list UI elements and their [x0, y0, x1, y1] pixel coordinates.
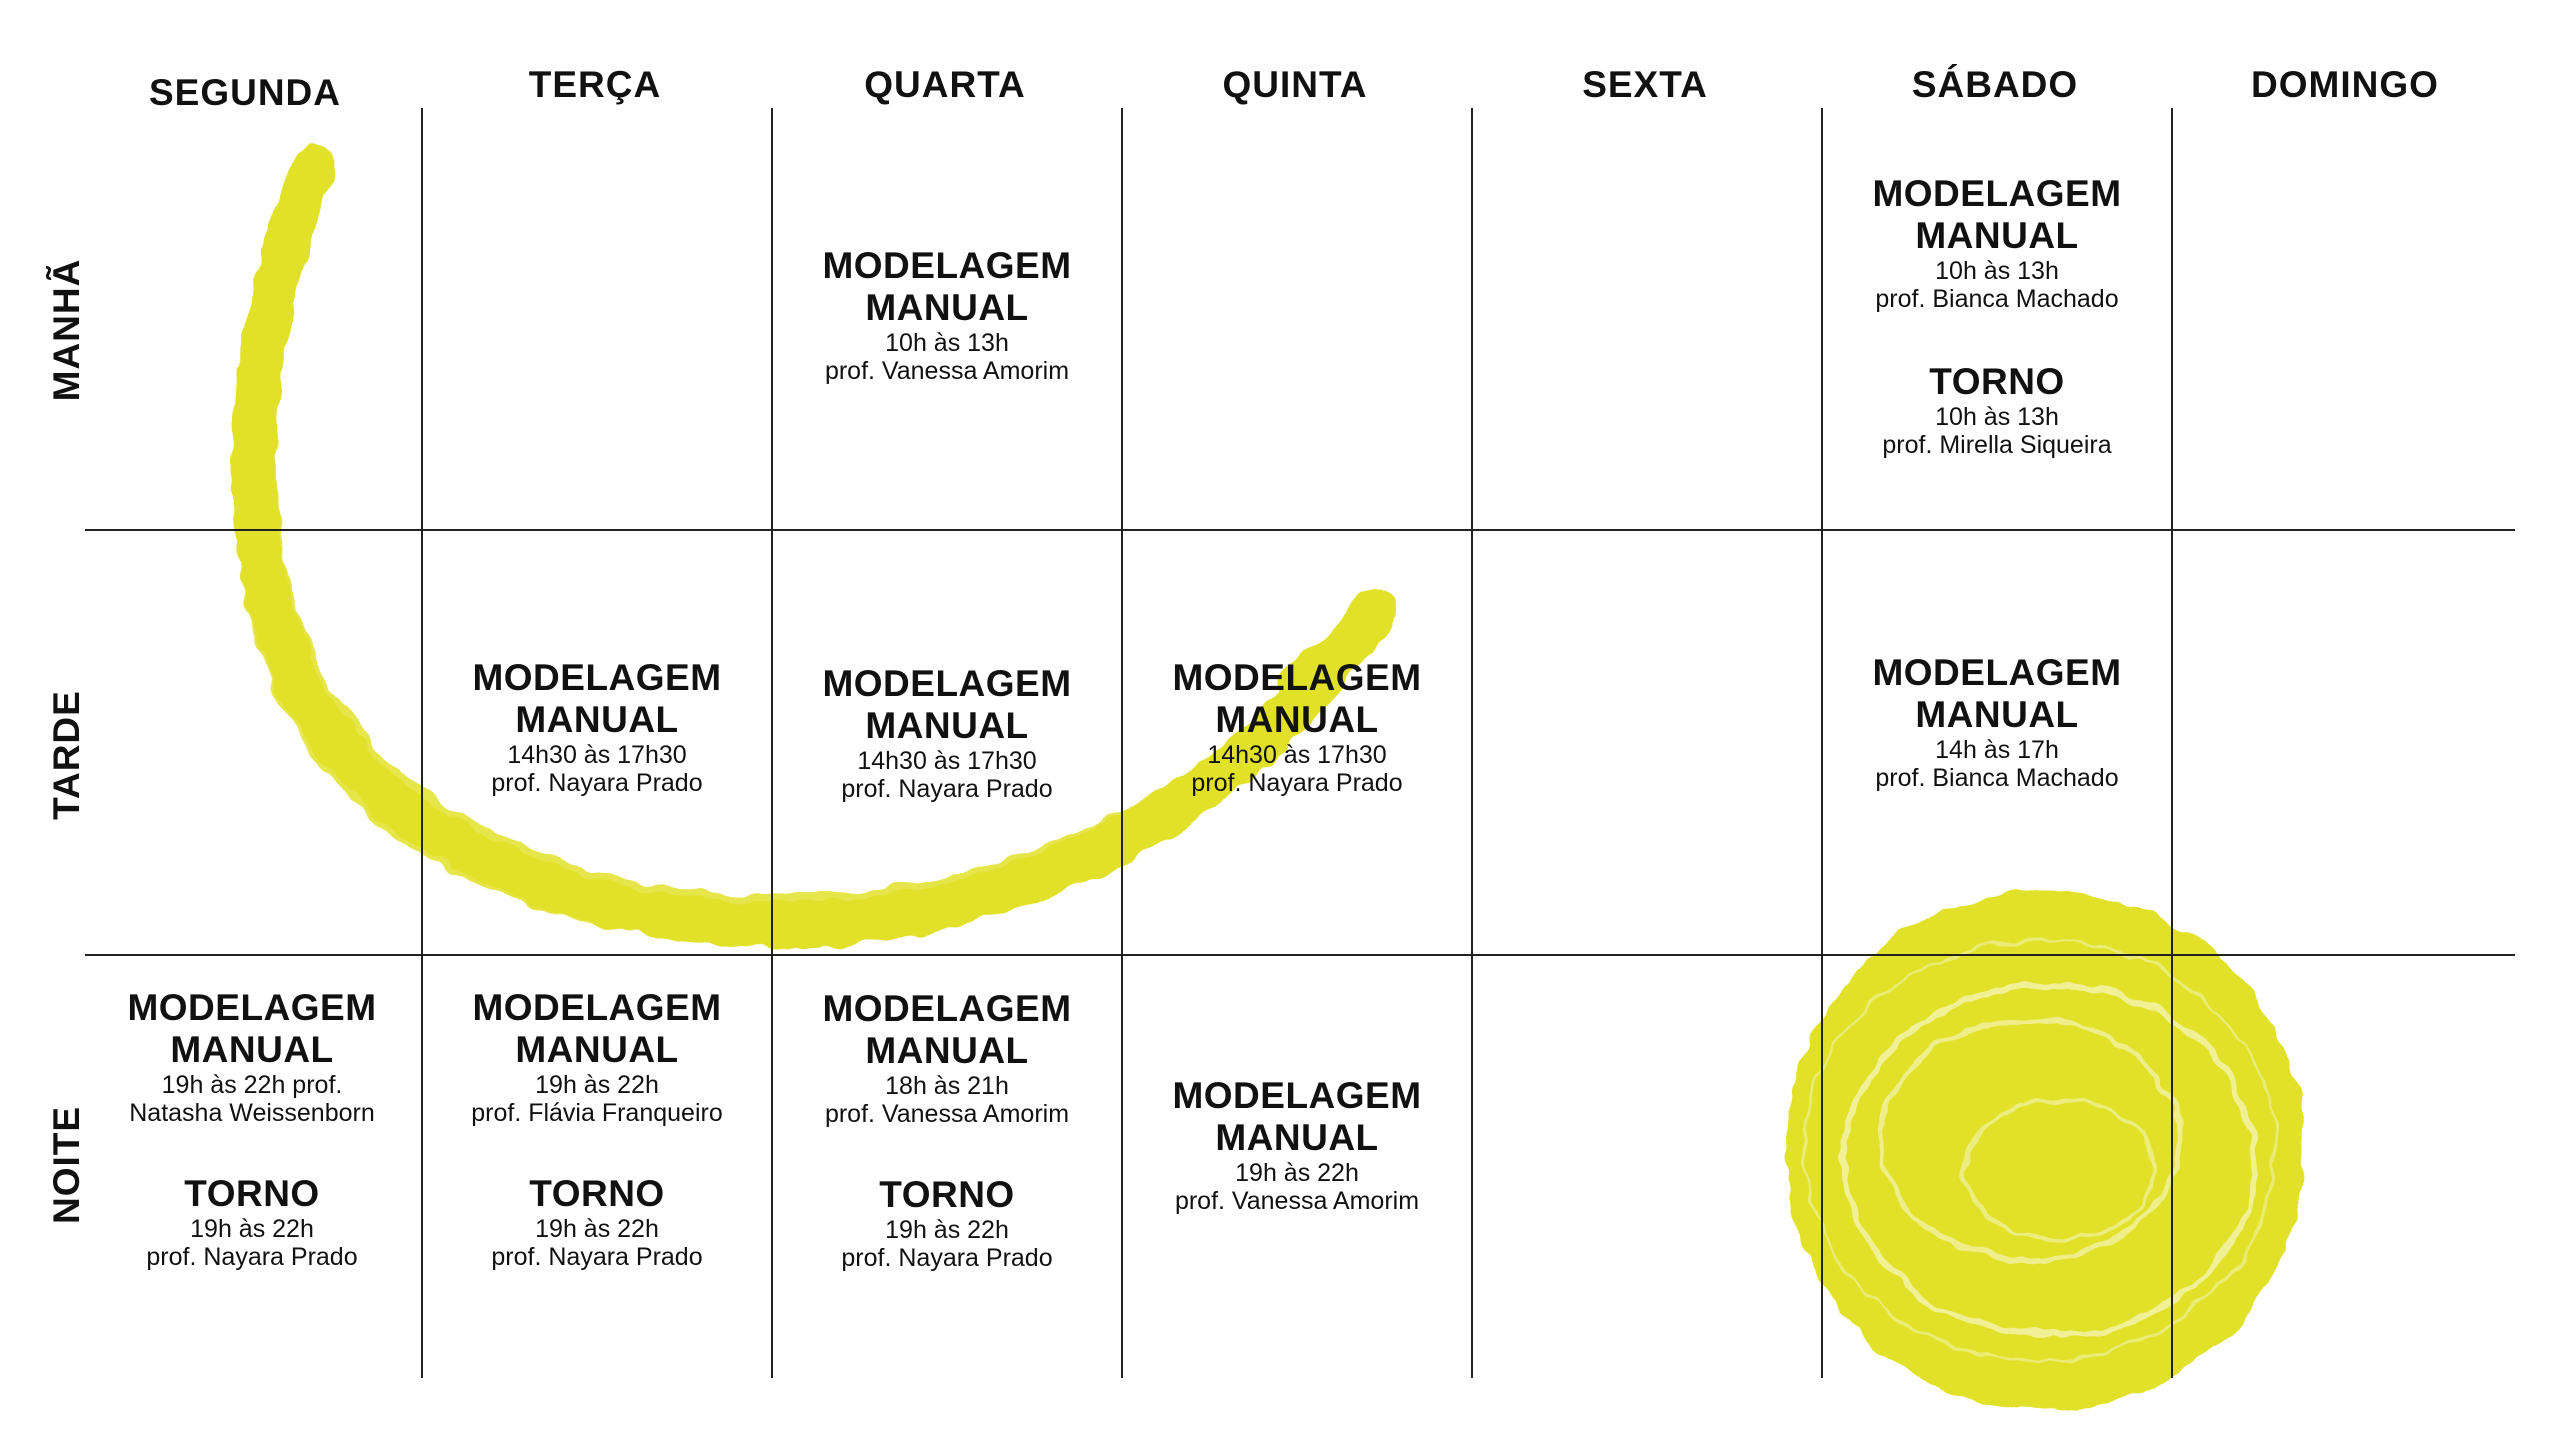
- class-name: MODELAGEM MANUAL: [1872, 652, 2122, 735]
- cell-manha-sabado: [1827, 173, 2167, 459]
- class-entry: [1827, 173, 2167, 313]
- class-entry: [1127, 657, 1467, 797]
- class-time: 14h30 às 17h30: [507, 741, 687, 769]
- class-teacher: Natasha Weissenborn: [129, 1099, 375, 1127]
- class-name: MODELAGEM MANUAL: [472, 657, 722, 740]
- class-teacher: prof. Bianca Machado: [1875, 764, 2119, 792]
- period-label-tarde: TARDE: [46, 690, 87, 820]
- class-entry: [82, 987, 422, 1127]
- class-name: TORNO: [879, 1174, 1015, 1215]
- class-name: TORNO: [529, 1173, 665, 1214]
- class-time: 19h às 22h prof.: [161, 1071, 343, 1099]
- class-entry: [427, 1173, 767, 1271]
- class-entry: [1127, 1075, 1467, 1215]
- class-name: MODELAGEM MANUAL: [472, 987, 722, 1070]
- class-name: MODELAGEM MANUAL: [1872, 173, 2122, 256]
- class-time: 19h às 22h: [190, 1215, 314, 1243]
- day-header-domingo: DOMINGO: [2251, 64, 2439, 105]
- class-time: 10h às 13h: [1935, 403, 2059, 431]
- class-name: TORNO: [1929, 361, 2065, 402]
- class-teacher: prof. Nayara Prado: [841, 1244, 1053, 1272]
- class-time: 10h às 13h: [1935, 257, 2059, 285]
- cell-noite-quarta: [777, 988, 1117, 1272]
- class-time: 14h30 às 17h30: [857, 747, 1037, 775]
- class-entry: [1827, 652, 2167, 792]
- class-name: MODELAGEM MANUAL: [127, 987, 377, 1070]
- class-entry: [82, 1173, 422, 1271]
- cell-manha-quarta: [777, 245, 1117, 385]
- class-teacher: prof. Nayara Prado: [491, 1243, 703, 1271]
- class-entry: [777, 988, 1117, 1128]
- scribble-circle: [1785, 890, 2305, 1410]
- class-time: 19h às 22h: [1235, 1159, 1359, 1187]
- day-header-terca: TERÇA: [528, 64, 662, 105]
- cell-tarde-sabado: [1827, 652, 2167, 792]
- class-name: MODELAGEM MANUAL: [822, 663, 1072, 746]
- class-teacher: prof. Vanessa Amorim: [1174, 1187, 1420, 1215]
- day-header-sabado: SÁBADO: [1911, 64, 2079, 105]
- class-teacher: prof. Nayara Prado: [491, 769, 703, 797]
- class-name: MODELAGEM MANUAL: [1172, 1075, 1422, 1158]
- class-name: TORNO: [184, 1173, 320, 1214]
- class-name: MODELAGEM MANUAL: [822, 988, 1072, 1071]
- class-time: 18h às 21h: [885, 1072, 1009, 1100]
- day-header-quinta: QUINTA: [1222, 64, 1368, 105]
- class-teacher: prof. Nayara Prado: [146, 1243, 358, 1271]
- class-entry: [777, 1174, 1117, 1272]
- class-teacher: prof. Mirella Siqueira: [1882, 431, 2112, 459]
- class-time: 10h às 13h: [885, 329, 1009, 357]
- day-header-segunda: SEGUNDA: [148, 72, 342, 113]
- cell-noite-terca: [427, 987, 767, 1271]
- day-header-quarta: QUARTA: [864, 64, 1026, 105]
- class-teacher: prof. Vanessa Amorim: [824, 1100, 1070, 1128]
- class-time: 19h às 22h: [535, 1215, 659, 1243]
- cell-noite-quinta: [1127, 1075, 1467, 1215]
- class-entry: [427, 657, 767, 797]
- class-teacher: prof. Bianca Machado: [1875, 285, 2119, 313]
- class-time: 19h às 22h: [885, 1216, 1009, 1244]
- cell-tarde-quarta: [777, 663, 1117, 803]
- class-entry: [777, 245, 1117, 385]
- day-header-sexta: SEXTA: [1582, 64, 1708, 105]
- class-teacher: prof. Nayara Prado: [1191, 769, 1403, 797]
- cell-tarde-terca: [427, 657, 767, 797]
- class-entry: [777, 663, 1117, 803]
- class-entry: [427, 987, 767, 1127]
- class-time: 14h30 às 17h30: [1207, 741, 1387, 769]
- class-teacher: prof. Nayara Prado: [841, 775, 1053, 803]
- period-label-manha: MANHÃ: [46, 258, 87, 402]
- cell-tarde-quinta: [1127, 657, 1467, 797]
- class-name: MODELAGEM MANUAL: [822, 245, 1072, 328]
- class-time: 19h às 22h: [535, 1071, 659, 1099]
- class-entry: [1827, 361, 2167, 459]
- cell-noite-segunda: [82, 987, 422, 1271]
- class-time: 14h às 17h: [1935, 736, 2059, 764]
- class-teacher: prof. Vanessa Amorim: [824, 357, 1070, 385]
- class-teacher: prof. Flávia Franqueiro: [471, 1099, 723, 1127]
- period-label-noite: NOITE: [46, 1105, 87, 1225]
- class-name: MODELAGEM MANUAL: [1172, 657, 1422, 740]
